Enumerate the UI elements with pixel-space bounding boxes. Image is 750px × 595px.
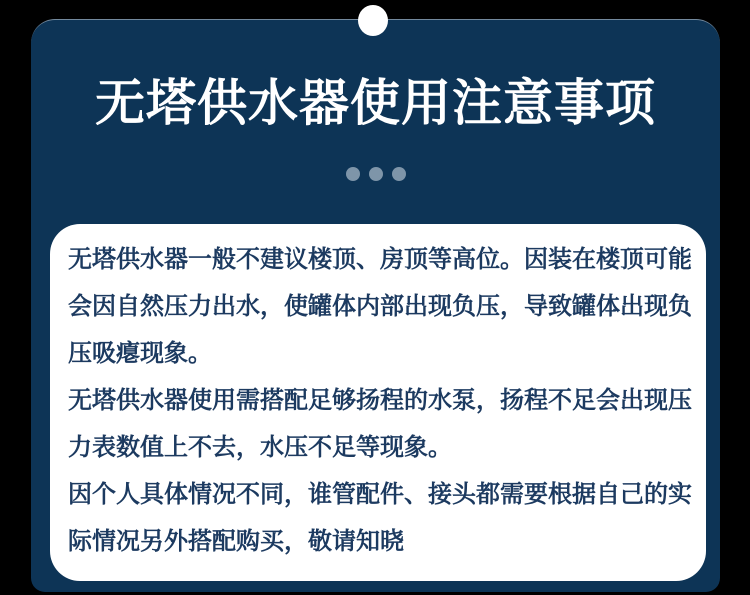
notice-panel: [31, 19, 720, 592]
notice-paragraph: 因个人具体情况不同，谁管配件、接头都需要根据自己的实际情况另外搭配购买，敬请知晓: [68, 482, 692, 555]
page-title: 无塔供水器使用注意事项: [95, 75, 656, 131]
notice-paragraph: 无塔供水器使用需搭配足够扬程的水泵，扬程不足会出现压力表数值上不去，水压不足等现象。: [68, 388, 692, 461]
dot-icon: [369, 167, 383, 181]
top-circle-decoration: [358, 5, 388, 36]
dot-icon: [392, 167, 406, 181]
dot-icon: [346, 167, 360, 181]
notice-paragraph: 无塔供水器一般不建议楼顶、房顶等高位。因装在楼顶可能会因自然压力出水，使罐体内部出现负压，导致罐体出现负压吸瘪现象。: [68, 247, 692, 367]
ellipsis-dots-decoration: [31, 167, 720, 181]
notice-card: [50, 224, 706, 581]
